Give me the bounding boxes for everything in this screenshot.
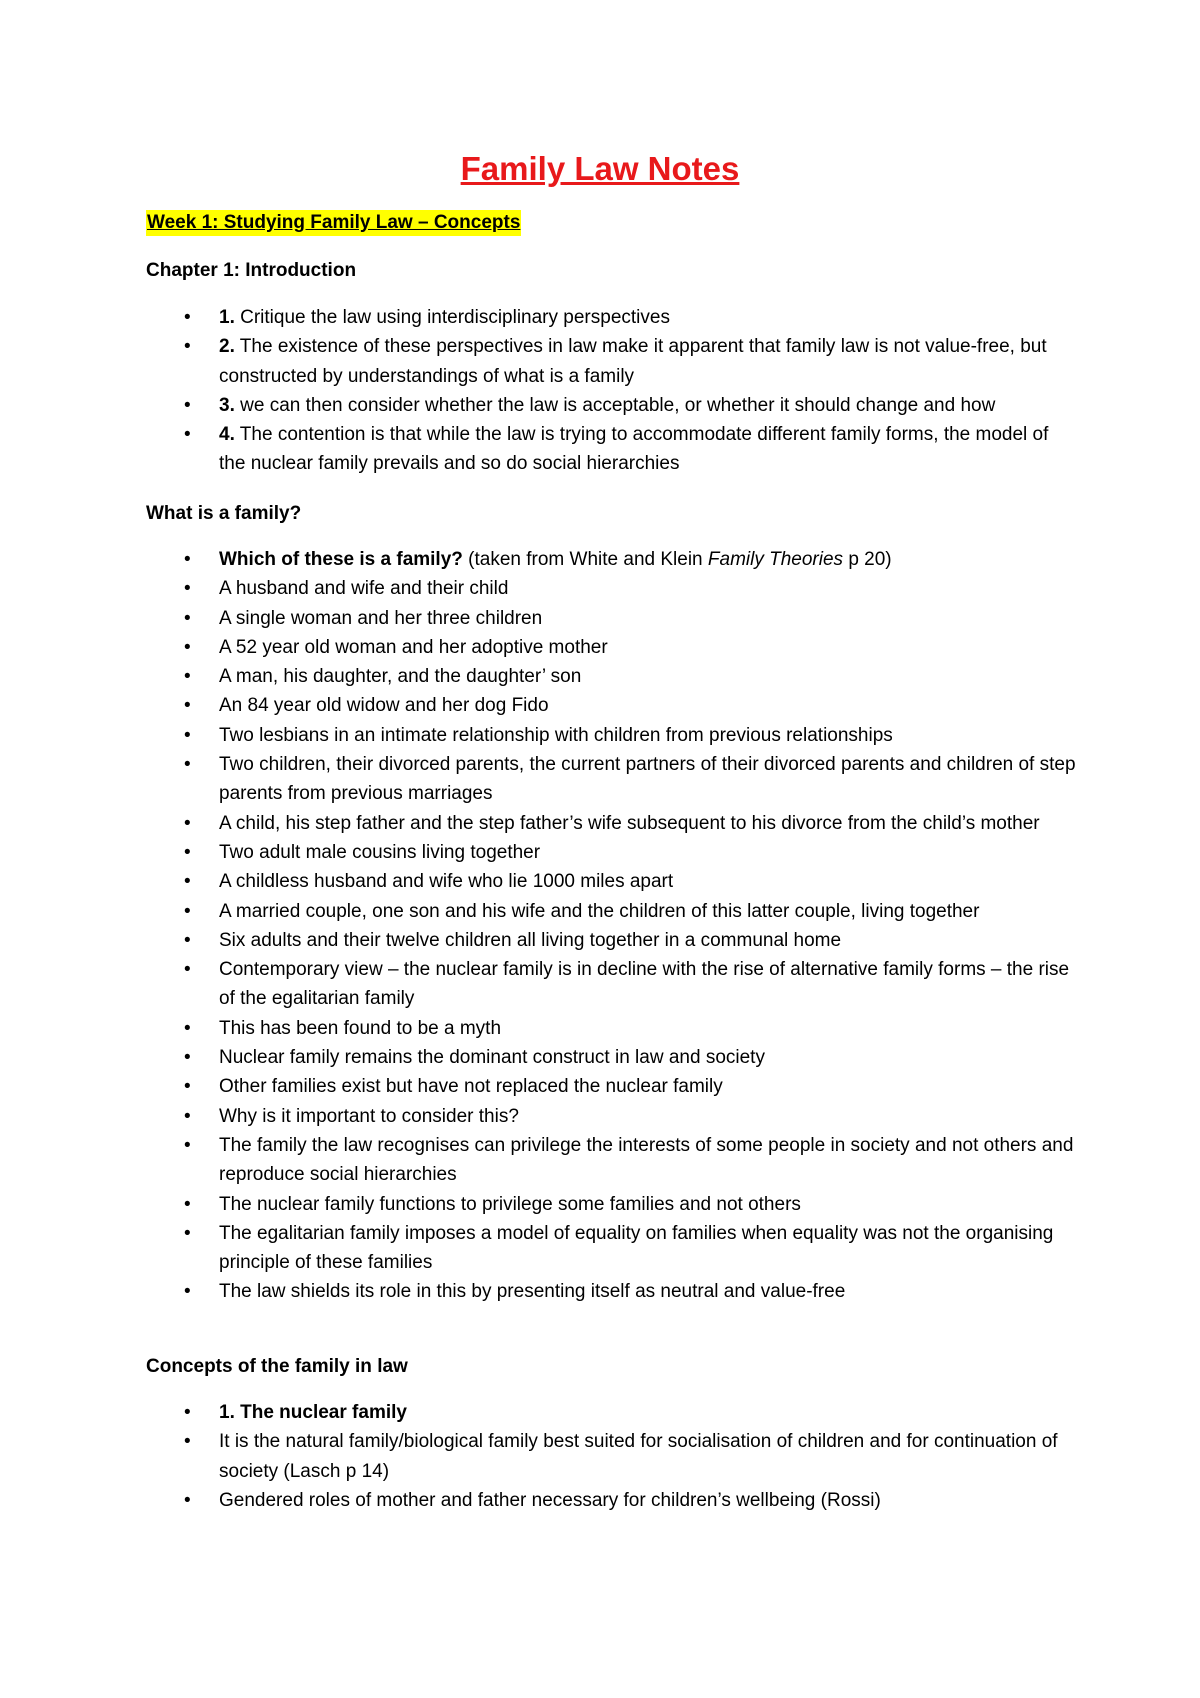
list-item: • A 52 year old woman and her adoptive mother — [146, 633, 1076, 662]
list-item: • A single woman and her three children — [146, 604, 1076, 633]
list-item: • Why is it important to consider this? — [146, 1102, 1076, 1131]
list-item: • This has been found to be a myth — [146, 1014, 1076, 1043]
list-item: • A childless husband and wife who lie 1000 miles apart — [146, 867, 1076, 896]
list-item: • 2. The existence of these perspectives in law make it apparent that family law is not value-free, but constructed by understandings of what is a family — [146, 332, 1076, 391]
list-item: • Contemporary view – the nuclear family is in decline with the rise of alternative family forms – the rise of the egalitarian family — [146, 955, 1076, 1014]
list-item: • 1. The nuclear family — [146, 1398, 1076, 1427]
list-item: • Two children, their divorced parents, the current partners of their divorced parents and children of step parents from previous marriages — [146, 750, 1076, 809]
list-item: • An 84 year old widow and her dog Fido — [146, 691, 1076, 720]
list-item: • The egalitarian family imposes a model of equality on families when equality was not the organising principle of these families — [146, 1219, 1076, 1278]
list-item: • Other families exist but have not replaced the nuclear family — [146, 1072, 1076, 1101]
list-item: • Two adult male cousins living together — [146, 838, 1076, 867]
list-item: • Gendered roles of mother and father necessary for children’s wellbeing (Rossi) — [146, 1486, 1076, 1515]
list-item: • Six adults and their twelve children all living together in a communal home — [146, 926, 1076, 955]
introduction-list — [146, 303, 1076, 479]
page-title: Family Law Notes — [460, 150, 740, 187]
what-is-a-family-list — [146, 545, 1076, 1307]
list-item: • A husband and wife and their child — [146, 574, 1076, 603]
list-item: • The law shields its role in this by presenting itself as neutral and value-free — [146, 1277, 1076, 1306]
section-heading-introduction: Chapter 1: Introduction — [146, 260, 357, 281]
list-item: • It is the natural family/biological family best suited for socialisation of children and for continuation of society (Lasch p 14) — [146, 1427, 1076, 1486]
list-item: • A child, his step father and the step father’s wife subsequent to his divorce from the child’s mother — [146, 809, 1076, 838]
section-heading-concepts: Concepts of the family in law — [146, 1356, 408, 1377]
list-item: • The nuclear family functions to privilege some families and not others — [146, 1190, 1076, 1219]
list-item: • The family the law recognises can privilege the interests of some people in society and not others and reproduce social hierarchies — [146, 1131, 1076, 1190]
list-item: • 3. we can then consider whether the law is acceptable, or whether it should change and how — [146, 391, 1076, 420]
section-heading-what-is-a-family: What is a family? — [146, 503, 302, 524]
list-item: • 4. The contention is that while the law is trying to accommodate different family forms, the model of the nuclear family prevails and so do social hierarchies — [146, 420, 1076, 479]
list-item: • Nuclear family remains the dominant construct in law and society — [146, 1043, 1076, 1072]
concepts-list — [146, 1398, 1076, 1515]
list-item: • A married couple, one son and his wife and the children of this latter couple, living together — [146, 897, 1076, 926]
list-item: • A man, his daughter, and the daughter’ son — [146, 662, 1076, 691]
week-heading: Week 1: Studying Family Law – Concepts — [146, 210, 521, 236]
list-item: • 1. Critique the law using interdisciplinary perspectives — [146, 303, 1076, 332]
list-item: • Two lesbians in an intimate relationship with children from previous relationships — [146, 721, 1076, 750]
list-item: • Which of these is a family? (taken from White and Klein Family Theories p 20) — [146, 545, 1076, 574]
